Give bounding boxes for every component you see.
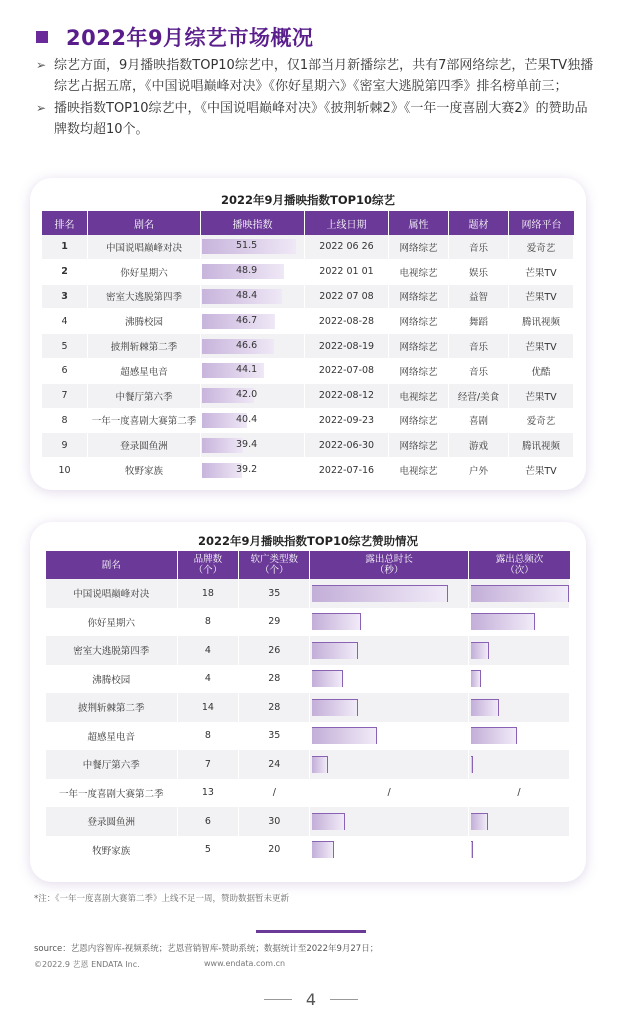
frequency-cell xyxy=(469,807,570,836)
index-value: 46.6 xyxy=(236,339,258,351)
index-value: 48.4 xyxy=(236,289,258,301)
duration-bar xyxy=(312,727,377,744)
index-cell xyxy=(201,433,305,458)
top10-index-table xyxy=(42,211,574,483)
name-cell: 中国说唱巅峰对决 xyxy=(88,235,201,260)
table-header-row xyxy=(46,551,570,579)
index-value: 51.5 xyxy=(236,240,258,252)
frequency-cell: / xyxy=(469,779,570,808)
attr-cell: 网络综艺 xyxy=(389,433,449,458)
frequency-cell xyxy=(469,722,570,751)
name-cell: 密室大逃脱第四季 xyxy=(88,285,201,310)
header-types xyxy=(239,551,310,579)
index-cell xyxy=(201,309,305,334)
index-cell xyxy=(201,235,305,260)
index-value: 44.1 xyxy=(236,364,258,376)
table-header-row xyxy=(42,211,574,235)
duration-cell xyxy=(310,750,469,779)
genre-cell: 益智 xyxy=(449,285,509,310)
name-cell: 超感星电音 xyxy=(88,359,201,384)
date-cell: 2022-07-08 xyxy=(305,359,389,384)
platform-cell: 爱奇艺 xyxy=(509,235,574,260)
frequency-bar xyxy=(471,813,488,830)
attr-cell: 网络综艺 xyxy=(389,235,449,260)
duration-cell xyxy=(310,579,469,608)
frequency-cell xyxy=(469,608,570,637)
index-bar xyxy=(202,438,258,453)
attr-cell: 网络综艺 xyxy=(389,409,449,434)
table-row xyxy=(42,433,574,458)
duration-bar xyxy=(312,813,345,830)
index-bar xyxy=(202,314,275,329)
genre-cell: 娱乐 xyxy=(449,260,509,285)
rank-cell: 2 xyxy=(42,260,88,285)
brands-cell: 7 xyxy=(178,750,240,779)
index-cell xyxy=(201,384,305,409)
rank-cell: 1 xyxy=(42,235,88,260)
index-bar xyxy=(202,463,258,478)
duration-cell xyxy=(310,636,469,665)
title-square-icon xyxy=(36,31,48,43)
rank-cell: 10 xyxy=(42,458,88,483)
top10-index-card xyxy=(30,178,586,490)
duration-bar xyxy=(312,642,358,659)
bullet-item xyxy=(36,55,596,97)
rank-cell: 7 xyxy=(42,384,88,409)
duration-cell xyxy=(310,722,469,751)
attr-cell: 网络综艺 xyxy=(389,309,449,334)
brands-cell: 14 xyxy=(178,693,240,722)
types-cell: 30 xyxy=(239,807,310,836)
duration-bar xyxy=(312,670,343,687)
platform-cell: 腾讯视频 xyxy=(509,309,574,334)
header-index: 播映指数 xyxy=(201,211,305,235)
bullet-text: 综艺方面，9月播映指数TOP10综艺中，仅1部当月新播综艺，共有7部网络综艺，芒果TV独播综艺占据五席，《中国说唱巅峰对决》《你好星期六》《密室大逃脱第四季》排名榜单前三； xyxy=(54,58,594,94)
name-cell: 你好星期六 xyxy=(46,608,178,637)
table-row xyxy=(46,579,570,608)
duration-cell: / xyxy=(310,779,469,808)
name-cell: 披荆斩棘第二季 xyxy=(88,334,201,359)
table-row xyxy=(46,807,570,836)
types-cell: 28 xyxy=(239,693,310,722)
name-cell: 中餐厅第六季 xyxy=(46,750,178,779)
page-title: 2022年9月综艺市场概况 xyxy=(66,26,314,50)
attr-cell: 网络综艺 xyxy=(389,359,449,384)
page-title-row xyxy=(36,22,314,52)
table-row xyxy=(46,836,570,865)
name-cell: 中国说唱巅峰对决 xyxy=(46,579,178,608)
header-name: 剧名 xyxy=(88,211,201,235)
index-bar xyxy=(202,413,258,428)
header-date: 上线日期 xyxy=(305,211,389,235)
genre-cell: 舞蹈 xyxy=(449,309,509,334)
types-cell: / xyxy=(239,779,310,808)
brands-cell: 4 xyxy=(178,665,240,694)
sponsorship-table xyxy=(46,551,570,864)
duration-bar xyxy=(312,841,334,858)
bullet-item xyxy=(36,98,596,140)
website-text: www.endata.com.cn xyxy=(204,959,286,968)
rank-cell: 3 xyxy=(42,285,88,310)
arrow-bullet-icon: ➢ xyxy=(36,101,47,115)
platform-cell: 芒果TV xyxy=(509,260,574,285)
genre-cell: 音乐 xyxy=(449,235,509,260)
index-bar xyxy=(202,388,258,403)
frequency-bar xyxy=(471,613,535,630)
page-number: 4 xyxy=(305,990,317,1009)
index-value: 42.0 xyxy=(236,389,258,401)
date-cell: 2022-08-28 xyxy=(305,309,389,334)
name-cell: 一年一度喜剧大赛第二季 xyxy=(88,409,201,434)
table-row xyxy=(42,409,574,434)
brands-cell: 18 xyxy=(178,579,240,608)
name-cell: 牧野家族 xyxy=(46,836,178,865)
name-cell: 你好星期六 xyxy=(88,260,201,285)
header-name: 剧名 xyxy=(46,551,178,579)
header-rank: 排名 xyxy=(42,211,88,235)
rank-cell: 9 xyxy=(42,433,88,458)
platform-cell: 爱奇艺 xyxy=(509,409,574,434)
header-duration-unit: （秒） xyxy=(374,565,404,576)
genre-cell: 音乐 xyxy=(449,359,509,384)
name-cell: 登录圆鱼洲 xyxy=(46,807,178,836)
arrow-bullet-icon: ➢ xyxy=(36,58,47,72)
date-cell: 2022 07 08 xyxy=(305,285,389,310)
table-row xyxy=(42,260,574,285)
header-platform: 网络平台 xyxy=(509,211,574,235)
attr-cell: 网络综艺 xyxy=(389,334,449,359)
table-row xyxy=(42,285,574,310)
name-cell: 一年一度喜剧大赛第二季 xyxy=(46,779,178,808)
brands-cell: 8 xyxy=(178,608,240,637)
page-number-row xyxy=(0,990,622,1009)
attr-cell: 网络综艺 xyxy=(389,285,449,310)
table-row xyxy=(42,359,574,384)
table-row xyxy=(46,779,570,808)
duration-bar xyxy=(312,613,361,630)
header-brands xyxy=(178,551,240,579)
duration-cell xyxy=(310,608,469,637)
frequency-cell xyxy=(469,693,570,722)
table-row xyxy=(42,334,574,359)
header-genre: 题材 xyxy=(449,211,509,235)
date-cell: 2022-07-16 xyxy=(305,458,389,483)
types-cell: 28 xyxy=(239,665,310,694)
date-cell: 2022-09-23 xyxy=(305,409,389,434)
header-frequency-unit: （次） xyxy=(505,565,534,576)
brands-cell: 4 xyxy=(178,636,240,665)
date-cell: 2022 01 01 xyxy=(305,260,389,285)
genre-cell: 户外 xyxy=(449,458,509,483)
attr-cell: 电视综艺 xyxy=(389,384,449,409)
frequency-bar xyxy=(471,756,473,773)
genre-cell: 喜剧 xyxy=(449,409,509,434)
attr-cell: 电视综艺 xyxy=(389,458,449,483)
index-bar xyxy=(202,264,284,279)
rank-cell: 5 xyxy=(42,334,88,359)
table-row xyxy=(46,750,570,779)
page-line-right xyxy=(330,999,358,1000)
table-row xyxy=(42,384,574,409)
name-cell: 登录圆鱼洲 xyxy=(88,433,201,458)
brands-cell: 13 xyxy=(178,779,240,808)
header-duration xyxy=(310,551,469,579)
copyright-text: ©2022.9 艺恩 ENDATA Inc. xyxy=(34,960,140,969)
footnote: *注：《一年一度喜剧大赛第二季》上线不足一周，赞助数据暂未更新 xyxy=(34,894,290,904)
index-value: 39.4 xyxy=(236,438,258,450)
frequency-bar xyxy=(471,642,489,659)
header-brands-label: 品牌数 xyxy=(193,554,223,565)
table-row xyxy=(42,235,574,260)
frequency-cell xyxy=(469,579,570,608)
brands-cell: 8 xyxy=(178,722,240,751)
frequency-cell xyxy=(469,636,570,665)
frequency-cell xyxy=(469,665,570,694)
sponsorship-card xyxy=(30,522,586,882)
header-frequency-label: 露出总频次 xyxy=(495,554,544,565)
table2-title: 2022年9月播映指数TOP10综艺赞助情况 xyxy=(197,534,419,548)
table-row xyxy=(42,309,574,334)
footer-divider xyxy=(256,930,366,933)
genre-cell: 游戏 xyxy=(449,433,509,458)
index-value: 48.9 xyxy=(236,265,258,277)
header-frequency xyxy=(469,551,570,579)
duration-bar xyxy=(312,699,358,716)
types-cell: 26 xyxy=(239,636,310,665)
brands-cell: 5 xyxy=(178,836,240,865)
duration-cell xyxy=(310,807,469,836)
summary-bullets xyxy=(36,55,596,141)
types-cell: 35 xyxy=(239,722,310,751)
index-value: 39.2 xyxy=(236,463,258,475)
name-cell: 牧野家族 xyxy=(88,458,201,483)
index-cell xyxy=(201,409,305,434)
types-cell: 35 xyxy=(239,579,310,608)
source-text: source：艺恩内容智库-视频系统；艺恩营销智库-赞助系统；数据统计至2022年9月27日； xyxy=(34,944,379,954)
index-value: 46.7 xyxy=(236,314,258,326)
date-cell: 2022-06-30 xyxy=(305,433,389,458)
rank-cell: 4 xyxy=(42,309,88,334)
brands-cell: 6 xyxy=(178,807,240,836)
platform-cell: 优酷 xyxy=(509,359,574,384)
frequency-bar xyxy=(471,727,517,744)
types-cell: 20 xyxy=(239,836,310,865)
table-row xyxy=(46,608,570,637)
duration-bar xyxy=(312,756,328,773)
name-cell: 沸腾校园 xyxy=(88,309,201,334)
platform-cell: 芒果TV xyxy=(509,458,574,483)
index-bar xyxy=(202,239,296,254)
index-cell xyxy=(201,285,305,310)
index-cell xyxy=(201,359,305,384)
date-cell: 2022-08-12 xyxy=(305,384,389,409)
platform-cell: 芒果TV xyxy=(509,384,574,409)
attr-cell: 电视综艺 xyxy=(389,260,449,285)
table-row xyxy=(46,722,570,751)
header-brands-unit: （个） xyxy=(193,565,223,576)
duration-bar xyxy=(312,585,448,602)
name-cell: 超感星电音 xyxy=(46,722,178,751)
types-cell: 29 xyxy=(239,608,310,637)
genre-cell: 经营/美食 xyxy=(449,384,509,409)
table-row xyxy=(46,636,570,665)
frequency-bar xyxy=(471,585,569,602)
name-cell: 披荆斩棘第二季 xyxy=(46,693,178,722)
index-cell xyxy=(201,334,305,359)
header-types-label: 软广类型数 xyxy=(250,554,299,565)
index-cell xyxy=(201,260,305,285)
index-cell xyxy=(201,458,305,483)
bullet-text: 播映指数TOP10综艺中，《中国说唱巅峰对决》《披荆斩棘2》《一年一度喜剧大赛2》的赞助品牌数均超10个。 xyxy=(54,101,588,137)
header-types-unit: （个） xyxy=(260,565,289,576)
rank-cell: 8 xyxy=(42,409,88,434)
name-cell: 中餐厅第六季 xyxy=(88,384,201,409)
name-cell: 密室大逃脱第四季 xyxy=(46,636,178,665)
page-line-left xyxy=(264,999,292,1000)
duration-cell xyxy=(310,836,469,865)
name-cell: 沸腾校园 xyxy=(46,665,178,694)
frequency-bar xyxy=(471,841,473,858)
header-duration-label: 露出总时长 xyxy=(365,554,413,565)
index-value: 40.4 xyxy=(236,413,258,425)
index-bar xyxy=(202,339,274,354)
table-row xyxy=(46,665,570,694)
table-row xyxy=(42,458,574,483)
frequency-cell xyxy=(469,750,570,779)
platform-cell: 芒果TV xyxy=(509,285,574,310)
frequency-bar xyxy=(471,699,499,716)
date-cell: 2022-08-19 xyxy=(305,334,389,359)
types-cell: 24 xyxy=(239,750,310,779)
header-attr: 属性 xyxy=(389,211,449,235)
date-cell: 2022 06 26 xyxy=(305,235,389,260)
table-row xyxy=(46,693,570,722)
rank-cell: 6 xyxy=(42,359,88,384)
platform-cell: 芒果TV xyxy=(509,334,574,359)
index-bar xyxy=(202,289,282,304)
frequency-cell xyxy=(469,836,570,865)
table1-title: 2022年9月播映指数TOP10综艺 xyxy=(220,193,396,207)
genre-cell: 音乐 xyxy=(449,334,509,359)
frequency-bar xyxy=(471,670,481,687)
index-bar xyxy=(202,363,264,378)
platform-cell: 腾讯视频 xyxy=(509,433,574,458)
duration-cell xyxy=(310,693,469,722)
duration-cell xyxy=(310,665,469,694)
